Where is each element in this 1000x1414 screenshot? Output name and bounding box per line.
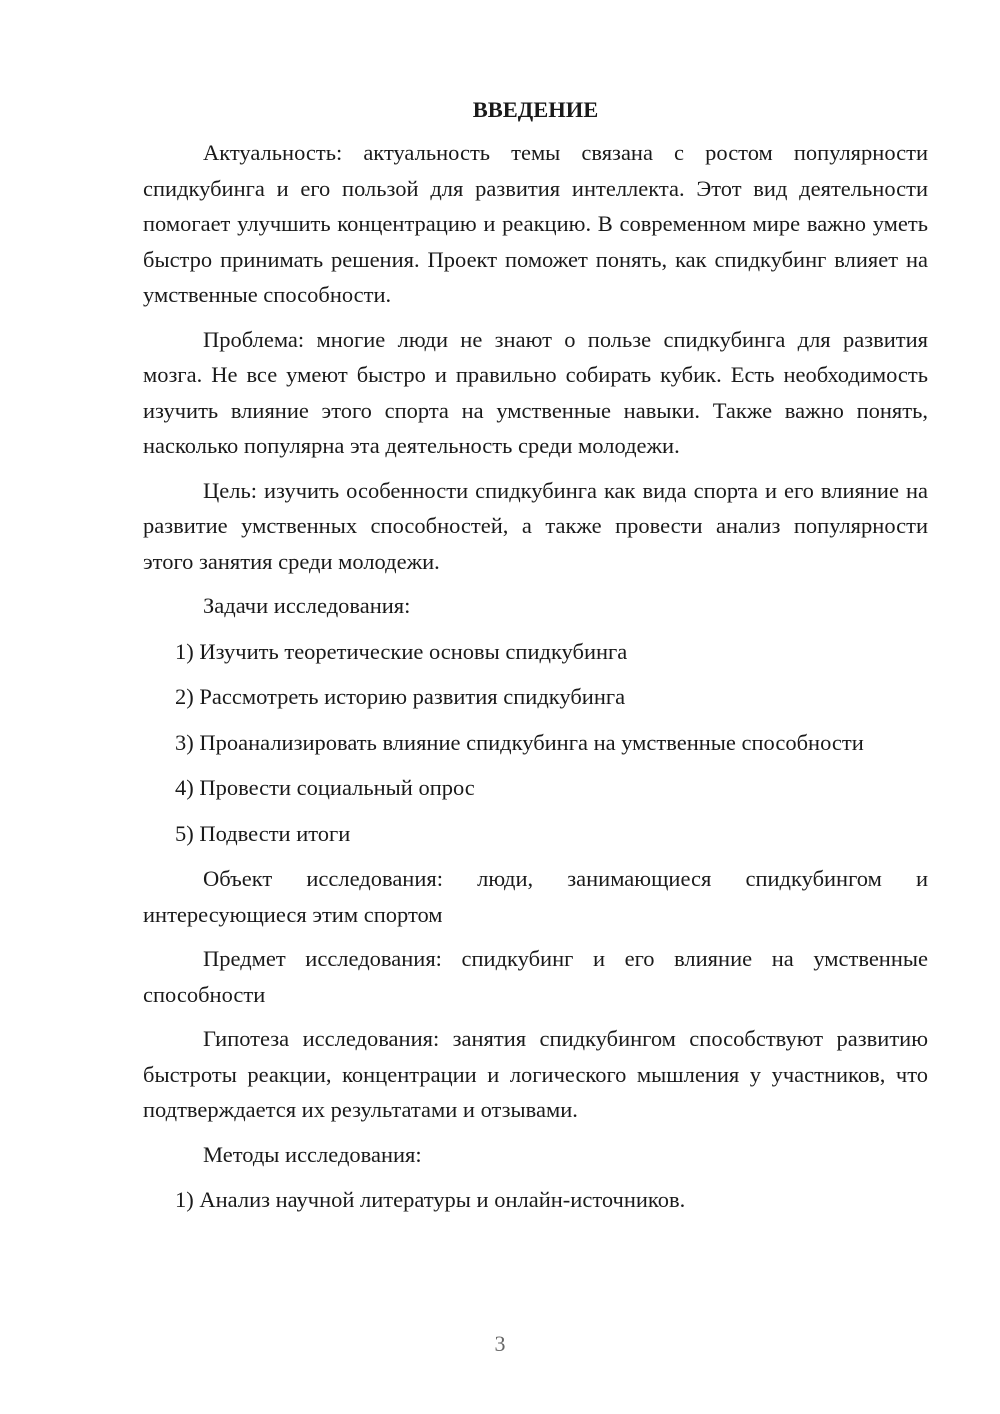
tasks-title: Задачи исследования: xyxy=(203,593,411,618)
task-item: 5) Подвести итоги xyxy=(175,820,351,846)
hypothesis-paragraph: Гипотеза исследования: занятия спидкубингом способствуют развитию быстроты реакции, концентрации и логического мышления у участников, что подтверждается их результатами и отзывами. xyxy=(143,1026,928,1122)
method-item: 1) Анализ научной литературы и онлайн-источников. xyxy=(175,1187,686,1212)
methods-title: Методы исследования: xyxy=(203,1141,422,1167)
problem-paragraph: Проблема: многие люди не знают о пользе спидкубинга для развития мозга. Не все умеют быстро и правильно собирать кубик. Есть необходимость изучить влияние этого спорта на умственные навыки. Также важно понять, насколько популярна эта деятельность среди молодежи. xyxy=(143,326,928,458)
task-item: 1) Изучить теоретические основы спидкубинга xyxy=(175,638,628,664)
task-item: 2) Рассмотреть историю развития спидкубинга xyxy=(175,684,626,709)
task-item: 3) Проанализировать влияние спидкубинга на умственные способности xyxy=(175,729,864,755)
object-paragraph: Объект исследования: люди, занимающиеся спидкубингом и интересующиеся этим спортом xyxy=(143,866,928,927)
goal-paragraph: Цель: изучить особенности спидкубинга как вида спорта и его влияние на развитие умственных способностей, а также провести анализ популярности этого занятия среди молодежи. xyxy=(143,477,928,574)
page-number: 3 xyxy=(494,1331,506,1356)
task-item: 4) Провести социальный опрос xyxy=(175,775,475,800)
relevance-paragraph: Актуальность: актуальность темы связана с ростом популярности спидкубинга и его пользой для развития интеллекта. Этот вид деятельности помогает улучшить концентрацию и реакцию. В современном мире важно уметь быстро принимать решения. Проект поможет понять, как спидкубинг влияет на умственные способности. xyxy=(143,140,928,307)
section-heading: ВВЕДЕНИЕ xyxy=(472,97,599,122)
subject-paragraph: Предмет исследования: спидкубинг и его влияние на умственные способности xyxy=(143,946,928,1007)
document-page xyxy=(143,92,928,1228)
